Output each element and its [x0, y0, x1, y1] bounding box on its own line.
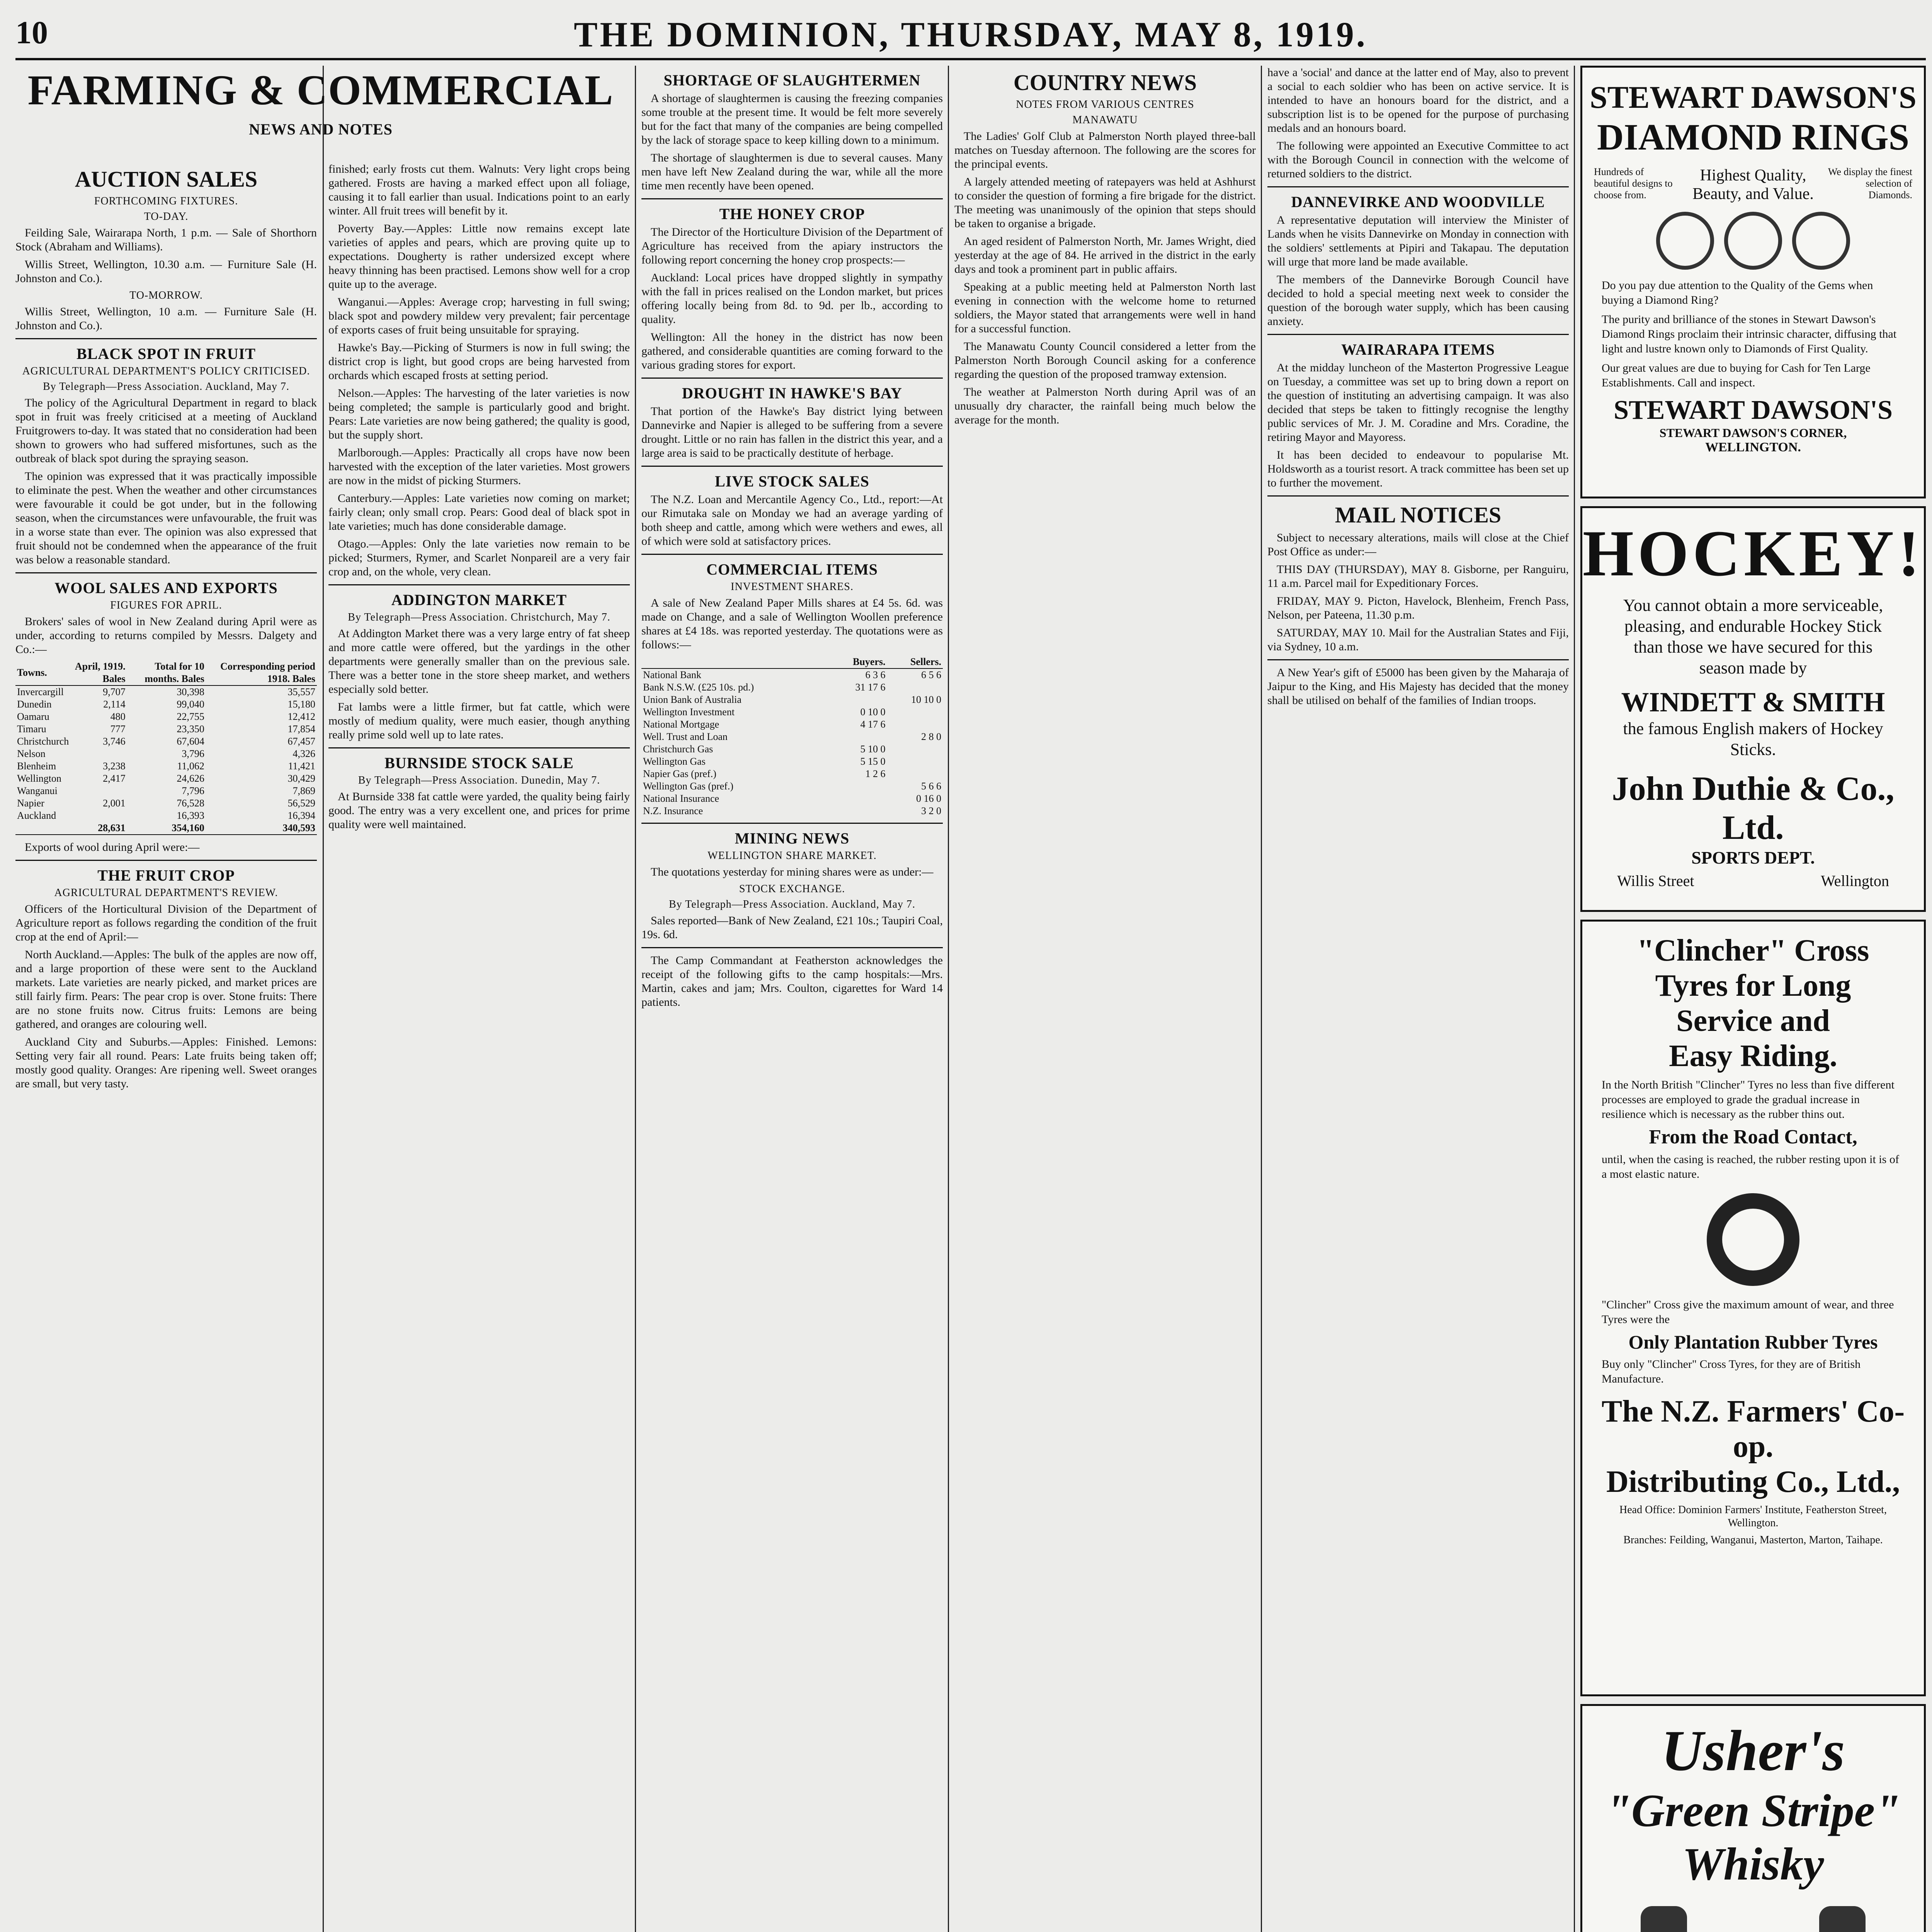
addington-heading: ADDINGTON MARKET — [391, 591, 567, 609]
article-paragraph: The quotations yesterday for mining shares were as under:— — [651, 866, 934, 878]
article-paragraph: Fat lambs were a little firmer, but fat cattle, which were mostly of medium quality, were much easier, though anything really prime sold well up to late rates. — [328, 701, 630, 741]
table-total-row — [15, 822, 317, 835]
column-rule — [323, 66, 324, 1932]
table-cell: Christchurch Gas — [643, 743, 713, 755]
table-cell — [887, 706, 943, 718]
table-cell: 56,529 — [287, 798, 315, 809]
ad-footer: STEWART DAWSON'S — [1614, 395, 1893, 425]
manawatu-heading: MANAWATU — [1072, 114, 1138, 126]
table-cell: 35,557 — [287, 686, 315, 697]
ad-title: Tyres for Long — [1655, 969, 1851, 1003]
article-paragraph: Nelson.—Apples: The harvesting of the later varieties is now being completed; the sample is particularly good and bright. Pears: Late varieties are now being gathered; the quality is good, but the supply short. — [328, 387, 630, 441]
article-paragraph: finished; early frosts cut them. Walnuts: Very light crops being gathered. Frosts are having a marked effect upon all foliage, causing it to fall earlier than usual. Indications point to an early winter. All fruit trees will benefit by it. — [328, 163, 630, 217]
burnside-heading: BURNSIDE STOCK SALE — [384, 754, 574, 772]
wool-heading: WOOL SALES AND EXPORTS — [54, 579, 278, 597]
table-cell: 9,707 — [103, 686, 126, 697]
table-cell — [828, 805, 887, 817]
ad-product-name: "Green Stripe" — [1605, 1785, 1901, 1836]
article-paragraph: A New Year's gift of £5000 has been given by the Maharaja of Jaipur to the King, and His Majesty has decided that the money shall be utilised on behalf of the families of Indian troops. — [1267, 666, 1569, 707]
column-rule — [635, 66, 636, 1932]
ad-paragraph: Do you pay due attention to the Quality of the Gems when buying a Diamond Ring? — [1602, 279, 1873, 306]
article-paragraph: Hawke's Bay.—Picking of Sturmers is now in full swing; the district crop is light, but good crops are being harvested from orchards which escaped frosts at setting period. — [328, 341, 630, 382]
column-2 — [328, 162, 630, 1932]
table-cell: 76,528 — [177, 798, 204, 809]
hockey-ad — [1580, 506, 1926, 912]
ad-paragraph: "Clincher" Cross give the maximum amount of wear, and three Tyres were the — [1602, 1298, 1894, 1326]
table-header-cell: Towns. — [15, 660, 70, 685]
table-row — [641, 731, 943, 743]
article-paragraph: Sales reported—Bank of New Zealand, £21 10s.; Taupiri Coal, 19s. 6d. — [641, 914, 943, 941]
whisky-bottle-icon — [1819, 1906, 1866, 1932]
livestock-heading: LIVE STOCK SALES — [715, 473, 869, 490]
divider — [641, 466, 943, 467]
table-header-cell: Buyers. — [828, 656, 887, 668]
table-cell — [70, 810, 127, 822]
divider — [328, 584, 630, 585]
table-cell — [70, 748, 127, 760]
table-cell: 11,062 — [177, 760, 204, 772]
table-cell: 2 8 0 — [921, 731, 941, 742]
table-row — [641, 706, 943, 718]
ad-title: DIAMOND RINGS — [1597, 116, 1910, 158]
diamond-ring-icon — [1724, 212, 1782, 270]
table-cell: 16,393 — [177, 810, 204, 821]
table-cell — [887, 718, 943, 731]
article-paragraph: The Ladies' Golf Club at Palmerston North played three-ball matches on Tuesday afternoon. The following are the scores for the principal events. — [954, 130, 1256, 170]
table-cell: 16,394 — [287, 810, 315, 821]
article-paragraph: Willis Street, Wellington, 10 a.m. — Furniture Sale (H. Johnston and Co.). — [15, 305, 317, 332]
table-cell: 23,350 — [177, 723, 204, 735]
table-cell: National Bank — [643, 669, 701, 680]
section-title: FARMING & COMMERCIAL — [27, 66, 614, 114]
divider — [641, 378, 943, 379]
article-paragraph: Auckland: Local prices have dropped slightly in sympathy with the fall in prices realised on the London market, but prices offering locally being from 8d. to 9d. per lb., according to quality. — [641, 271, 943, 326]
table-row — [15, 723, 317, 735]
table-cell: Wanganui — [17, 785, 58, 796]
article-paragraph: Otago.—Apples: Only the late varieties now remain to be picked; Sturmers, Rymer, and Scarlet Nonpareil are a very fair crop and, on the whole, very clean. — [328, 537, 630, 578]
commercial-heading: COMMERCIAL ITEMS — [706, 561, 878, 578]
auction-heading: AUCTION SALES — [75, 167, 258, 192]
article-paragraph: A largely attended meeting of ratepayers was held at Ashhurst to consider the question of forming a fire brigade for the district. The meeting was unanimously of the opinion that steps should be taken to organise a brigade. — [954, 175, 1256, 230]
table-cell: 0 16 0 — [916, 793, 941, 804]
fruit-subheading: AGRICULTURAL DEPARTMENT'S REVIEW. — [54, 887, 278, 899]
ad-paragraph: In the North British "Clincher" Tyres no less than five different processes are employed to grade the gradual increase in resilience which is necessary as the rubber thins out. — [1602, 1078, 1895, 1121]
table-cell: 99,040 — [177, 699, 204, 710]
table-row — [641, 694, 943, 706]
header-rule — [15, 58, 1926, 60]
ad-address-row — [1582, 872, 1924, 890]
ring-illustration-row — [1582, 212, 1924, 270]
ad-body — [1582, 278, 1924, 390]
table-cell: Christchurch — [17, 736, 69, 747]
table-cell: 12,412 — [287, 711, 315, 722]
table-header-cell: Total for 10 months. Bales — [127, 660, 206, 685]
table-cell: 3,746 — [103, 736, 126, 747]
ad-company: The N.Z. Farmers' Co-op. — [1601, 1395, 1905, 1464]
article-paragraph: An aged resident of Palmerston North, Mr. James Wright, died yesterday at the age of 84. He arrived in the district in the early days and took a prominent part in public affairs. — [954, 235, 1256, 276]
table-cell: N.Z. Insurance — [643, 805, 703, 816]
table-cell — [70, 785, 127, 797]
ad-dept: SPORTS DEPT. — [1691, 848, 1815, 867]
column-rule — [1261, 66, 1262, 1932]
table-row — [641, 743, 943, 755]
table-row — [15, 797, 317, 810]
article-paragraph: North Auckland.—Apples: The bulk of the apples are now off, and a large proportion of these were sent to the Auckland markets. Late varieties are nearly picked, and market prices are still fairly firm. Pears: The pear crop is over. Stone fruits: There are no stone fruits now. Citrus fruits: Lemons are being gathered, and oranges are colouring well. — [15, 948, 317, 1031]
black-spot-heading: BLACK SPOT IN FRUIT — [77, 345, 256, 362]
article-paragraph: Feilding Sale, Wairarapa North, 1 p.m. — Sale of Shorthorn Stock (Abraham and Williams). — [15, 226, 317, 253]
article-paragraph: Exports of wool during April were:— — [25, 841, 200, 854]
article-paragraph: It has been decided to endeavour to popularise Mt. Holdsworth as a tourist resort. A track committee has been set up to further the movement. — [1267, 449, 1569, 489]
ad-title: "Clincher" Cross — [1637, 934, 1869, 968]
column-5 — [1267, 66, 1569, 1932]
table-cell: 17,854 — [287, 723, 315, 735]
divider — [641, 947, 943, 948]
divider — [15, 338, 317, 339]
table-cell — [828, 780, 887, 793]
table-cell: Wellington — [17, 773, 61, 784]
article-paragraph: A shortage of slaughtermen is causing the freezing companies some trouble at the present time. It would be felt more severely but for the fact that many of the companies are being compelled by the lack of storage space to keep killing down to a minimum. — [641, 92, 943, 146]
table-cell: Wellington Investment — [643, 706, 735, 718]
article-paragraph: The Camp Commandant at Featherston acknowledges the receipt of the following gifts to the camp hospitals:—Mrs. Martin, cakes and jam; Mrs. Coulton, cigarettes for Ward 14 patients. — [641, 954, 943, 1009]
ad-address: Head Office: Dominion Farmers' Institute, Featherston Street, Wellington. — [1619, 1504, 1887, 1529]
article-paragraph: At the midday luncheon of the Masterton Progressive League on Tuesday, a committee was set up to bring down a report on the question of instituting an advertising campaign. It was also decided that steps be taken to fittingly recognise the lengthy public services of Mr. J. M. Coradine and Mrs. Coradine, the retiring Mayor and Mayoress. — [1267, 361, 1569, 444]
article-paragraph: At Burnside 338 fat cattle were yarded, the quality being fairly good. The entry was a very excellent one, and prices for prime quality were well maintained. — [328, 790, 630, 831]
table-cell: 354,160 — [127, 822, 206, 835]
section-subtitle: NEWS AND NOTES — [249, 121, 393, 138]
table-cell: 777 — [110, 723, 126, 735]
ad-tagline: Highest Quality, — [1700, 167, 1806, 184]
table-cell: 5 10 0 — [860, 743, 886, 755]
divider — [15, 860, 317, 861]
dateline: By Telegraph—Press Association. Auckland, May 7. — [43, 381, 290, 393]
table-cell: 1 2 6 — [865, 768, 886, 779]
table-cell — [887, 743, 943, 755]
country-news-heading: COUNTRY NEWS — [1013, 70, 1197, 95]
country-news-subheading: NOTES FROM VARIOUS CENTRES — [1016, 99, 1194, 111]
table-cell: 10 10 0 — [911, 694, 941, 705]
ad-branches: Branches: Feilding, Wanganui, Masterton, Marton, Taihape. — [1623, 1534, 1883, 1546]
diamond-ring-icon — [1656, 212, 1714, 270]
ad-title: Easy Riding. — [1669, 1039, 1837, 1073]
table-cell: 28,631 — [70, 822, 127, 835]
divider — [1267, 495, 1569, 497]
article-paragraph: The N.Z. Loan and Mercantile Agency Co., Ltd., report:—At our Rimutaka sale on Monday we had an average yarding of both sheep and cattle, among which were wethers and ewes, all of which were sold at satisfactory prices. — [641, 493, 943, 548]
divider — [641, 198, 943, 199]
article-paragraph: Wellington: All the honey in the district has now been gathered, and considerable quantities are coming forward to the various grading stores for export. — [641, 331, 943, 371]
table-cell: 6 5 6 — [921, 669, 941, 680]
table-row — [15, 760, 317, 772]
ad-footer: STEWART DAWSON'S CORNER, — [1659, 426, 1847, 440]
page-header — [15, 12, 1926, 58]
article-paragraph: Willis Street, Wellington, 10.30 a.m. — Furniture Sale (H. Johnston and Co.). — [15, 258, 317, 285]
table-cell: Well. Trust and Loan — [643, 731, 728, 742]
ad-seller: John Duthie & Co., Ltd. — [1612, 770, 1895, 847]
ad-footer: WELLINGTON. — [1705, 440, 1801, 454]
stewart-dawson-ad — [1580, 66, 1926, 498]
ad-paragraph: From the Road Contact, — [1649, 1126, 1857, 1148]
article-paragraph: Marlborough.—Apples: Practically all crops have now been harvested with the exception of the later varieties. Most growers are now in the midst of picking Sturmers. — [328, 446, 630, 487]
article-paragraph: The Manawatu County Council considered a letter from the Palmerston North Borough Council asking for a conference regarding the question of the proposed tramway extension. — [954, 340, 1256, 381]
table-header-cell: Corresponding period 1918. Bales — [206, 660, 317, 685]
table-cell — [828, 694, 887, 706]
table-cell: 11,421 — [288, 760, 315, 772]
divider — [15, 572, 317, 573]
table-cell — [887, 768, 943, 780]
drought-heading: DROUGHT IN HAWKE'S BAY — [682, 384, 902, 402]
article-paragraph: Auckland City and Suburbs.—Apples: Finished. Lemons: Setting very fair all round. Pears: Late fruits being taken off; mostly good quality. Oranges: Are ripening well. Sweet oranges are small, but very tasty. — [15, 1036, 317, 1090]
article-paragraph: FRIDAY, MAY 9. Picton, Havelock, Blenheim, French Pass, Nelson, per Pateena, 11.30 p.m. — [1267, 595, 1569, 621]
table-cell — [15, 822, 70, 835]
table-row — [641, 755, 943, 768]
table-cell: 7,869 — [293, 785, 315, 796]
table-cell: Timaru — [17, 723, 46, 735]
ushers-whisky-ad — [1580, 1704, 1926, 1932]
dateline: By Telegraph—Press Association. Dunedin, May 7. — [358, 774, 600, 786]
slaughtermen-heading: SHORTAGE OF SLAUGHTERMEN — [663, 71, 921, 89]
article-paragraph: Subject to necessary alterations, mails will close at the Chief Post Office as under:— — [1267, 531, 1569, 558]
article-paragraph: Canterbury.—Apples: Late varieties now coming on market; fairly clean; only small crop. Pears: Good deal of black spot in late varieties; much has done considerable damage. — [328, 492, 630, 532]
ad-tagline: Beauty, and Value. — [1692, 185, 1814, 203]
wool-subheading: FIGURES FOR APRIL. — [110, 599, 222, 611]
article-paragraph: have a 'social' and dance at the latter end of May, also to prevent a social to each soldier who has been on active service. It is intended to have an honours board for the district, and a subscription list is to be opened for the purpose of purchasing medals and an honours board. — [1267, 66, 1569, 134]
table-cell: Wellington Gas (pref.) — [643, 781, 733, 792]
article-paragraph: The shortage of slaughtermen is due to several causes. Many men have left New Zealand during the war, while all the more time men recently have been opened. — [641, 151, 943, 192]
table-cell: Oamaru — [17, 711, 49, 722]
ad-title: Service and — [1676, 1004, 1830, 1038]
table-cell: 2,417 — [103, 773, 126, 784]
investment-subheading: INVESTMENT SHARES. — [731, 581, 854, 593]
ad-paragraph: Our great values are due to buying for Cash for Ten Large Establishments. Call and inspect. — [1602, 362, 1871, 389]
table-row — [641, 805, 943, 817]
wool-table — [15, 660, 317, 835]
article-paragraph: The policy of the Agricultural Department in regard to black spot in fruit was freely criticised at a meeting of Auckland Fruitgrowers to-day. It was stated that no consideration had been shown to growers who had suffered misfortunes, such as the outbreak of black spot during the spraying season. — [15, 396, 317, 465]
ad-brand: Usher's — [1661, 1719, 1845, 1783]
ad-paragraph: the famous English makers of Hockey Sticks. — [1623, 719, 1883, 759]
table-cell: 4,326 — [293, 748, 315, 759]
article-paragraph: The opinion was expressed that it was practically impossible to eliminate the pest. When the weather and other circumstances were favourable it could be got under, but in the following season, when the circumstances were unfavourable, the fruit was in a worse state than ever. The opinion was also expressed that fruit should not be condemned when the appearance of the fruit was below a reasonable standard. — [15, 470, 317, 566]
table-cell: 30,398 — [177, 686, 204, 697]
table-cell: 480 — [110, 711, 126, 722]
table-row — [15, 685, 317, 698]
column-rule — [948, 66, 949, 1932]
table-row — [15, 772, 317, 785]
ad-tagline-center — [1692, 166, 1814, 203]
ad-paragraph: The purity and brilliance of the stones in Stewart Dawson's Diamond Rings proclaim their intrinsic character, diffusing that light and lustre known only to Diamonds of First Quality. — [1602, 313, 1897, 355]
table-cell: 2,001 — [103, 798, 126, 809]
article-paragraph: A representative deputation will interview the Minister of Lands when he visits Dannevirke on Monday in connection with the soldiers' settlements at Pipiri and Takapau. The deputation will urge that more land be made available. — [1267, 214, 1569, 268]
table-row — [15, 698, 317, 711]
table-cell: 24,626 — [177, 773, 204, 784]
table-cell: 6 3 6 — [865, 669, 886, 680]
table-cell: 3 2 0 — [921, 805, 941, 816]
table-cell: 31 17 6 — [855, 682, 886, 693]
article-paragraph: The weather at Palmerston North during April was of an unusually dry character, the rainfall being much below the average for the month. — [954, 386, 1256, 426]
table-cell — [828, 793, 887, 805]
ad-tagline: Hundreds of beautiful designs to choose from. — [1594, 166, 1673, 201]
table-row — [641, 668, 943, 681]
divider — [1267, 334, 1569, 335]
divider — [1267, 186, 1569, 187]
diamond-ring-icon — [1792, 212, 1850, 270]
table-row — [15, 785, 317, 797]
article-paragraph: At Addington Market there was a very large entry of fat sheep and more cattle were offered, but the yardings in the other departments were generally smaller than on the previous sale. There was a better tone in the store sheep market, and wethers especially sold better. — [328, 627, 630, 696]
table-header-cell: Sellers. — [887, 656, 943, 668]
table-cell: 4 17 6 — [860, 719, 886, 730]
table-cell: Union Bank of Australia — [643, 694, 742, 705]
article-paragraph: Brokers' sales of wool in New Zealand during April were as under, according to returns compiled by Messrs. Dalgety and Co.:— — [15, 615, 317, 656]
today-label: TO-DAY. — [144, 211, 189, 223]
table-cell: Bank N.S.W. (£25 10s. pd.) — [643, 682, 754, 693]
ad-title: STEWART DAWSON'S — [1590, 80, 1917, 115]
table-cell: 5 6 6 — [921, 781, 941, 792]
table-cell — [828, 731, 887, 743]
article-paragraph: The following were appointed an Executive Committee to act with the Borough Council in connection with the welcome of returned soldiers to the district. — [1267, 139, 1569, 180]
table-header-row — [641, 656, 943, 668]
article-paragraph: The members of the Dannevirke Borough Council have decided to hold a special meeting next week to consider the question of the borough water supply, which has been causing anxiety. — [1267, 273, 1569, 328]
table-cell: 340,593 — [206, 822, 317, 835]
table-cell: Auckland — [17, 810, 56, 821]
bottle-row — [1582, 1902, 1924, 1932]
table-row — [641, 681, 943, 694]
table-cell: Napier Gas (pref.) — [643, 768, 716, 779]
table-cell: 2,114 — [103, 699, 126, 710]
ad-company: Distributing Co., Ltd., — [1606, 1465, 1900, 1499]
table-cell: Nelson — [17, 748, 46, 759]
ad-column — [1580, 66, 1926, 1932]
table-cell: 3,796 — [182, 748, 204, 759]
ad-street: Willis Street — [1617, 872, 1694, 889]
column-4 — [954, 66, 1256, 1932]
table-cell: 0 10 0 — [860, 706, 886, 718]
stock-exchange-heading: STOCK EXCHANGE. — [739, 883, 845, 895]
ad-paragraph: Only Plantation Rubber Tyres — [1628, 1331, 1878, 1353]
table-row — [641, 768, 943, 780]
wairarapa-heading: WAIRARAPA ITEMS — [1341, 341, 1495, 358]
table-header-cell — [641, 656, 828, 668]
table-row — [15, 735, 317, 748]
article-paragraph: SATURDAY, MAY 10. Mail for the Australian States and Fiji, via Sydney, 10 a.m. — [1267, 626, 1569, 653]
table-cell: 3,238 — [103, 760, 126, 772]
table-cell: Napier — [17, 798, 44, 809]
table-row — [641, 780, 943, 793]
table-cell: 67,604 — [177, 736, 204, 747]
table-row — [641, 793, 943, 805]
table-row — [15, 711, 317, 723]
dateline: By Telegraph—Press Association. Auckland, May 7. — [668, 898, 916, 910]
fruit-heading: THE FRUIT CROP — [97, 867, 235, 884]
article-paragraph: That portion of the Hawke's Bay district lying between Dannevirke and Napier is alleged to be suffering from a severe drought. Little or no rain has fallen in the district this year, and a large area is said to be practically destitute of herbage. — [641, 405, 943, 459]
table-cell — [887, 681, 943, 694]
black-spot-subheading: AGRICULTURAL DEPARTMENT'S POLICY CRITICISED. — [22, 365, 310, 377]
mining-heading: MINING NEWS — [735, 830, 850, 847]
table-cell: 5 15 0 — [860, 756, 886, 767]
table-cell: 7,796 — [182, 785, 204, 796]
table-cell — [887, 755, 943, 768]
table-header-cell: April, 1919. Bales — [70, 660, 127, 685]
table-cell: Wellington Gas — [643, 756, 706, 767]
article-paragraph: The Director of the Horticulture Division of the Department of Agriculture has received from the apiary instructors the following report concerning the honey crop prospects:— — [641, 226, 943, 266]
column-1 — [15, 162, 317, 1932]
table-cell: 22,755 — [177, 711, 204, 722]
article-paragraph: Poverty Bay.—Apples: Little now remains except late varieties of apples and pears, which are proving quite up to expectations. Dougherty is rather undersized except where heavy thinning has been practised. Lemons show well for a crop quite up to the average. — [328, 222, 630, 291]
page-number: 10 — [15, 15, 48, 51]
table-cell: Blenheim — [17, 760, 56, 772]
dannevirke-heading: DANNEVIRKE AND WOODVILLE — [1291, 193, 1545, 211]
divider — [328, 747, 630, 748]
column-3 — [641, 66, 943, 1932]
table-row — [15, 748, 317, 760]
table-cell: National Insurance — [643, 793, 719, 804]
table-cell: 67,457 — [287, 736, 315, 747]
divider — [1267, 659, 1569, 660]
auction-subheading: FORTHCOMING FIXTURES. — [94, 195, 238, 207]
table-cell: Invercargill — [17, 686, 64, 697]
table-cell: National Mortgage — [643, 719, 719, 730]
article-paragraph: Officers of the Horticultural Division of the Department of Agriculture report as follows regarding the condition of the fruit crop at the end of April:— — [15, 903, 317, 943]
table-row — [15, 810, 317, 822]
tomorrow-label: TO-MORROW. — [129, 289, 203, 301]
ad-tagline: We display the finest selection of Diamonds. — [1828, 166, 1912, 201]
divider — [641, 823, 943, 824]
ad-maker: WINDETT & SMITH — [1621, 687, 1885, 718]
ad-paragraph: You cannot obtain a more serviceable, pleasing, and endurable Hockey Stick than those we have secured for this season made by — [1623, 596, 1883, 677]
whisky-bottle-icon — [1641, 1906, 1687, 1932]
ad-title: HOCKEY! — [1582, 517, 1924, 590]
dateline: By Telegraph—Press Association. Christchurch, May 7. — [348, 611, 611, 623]
ad-tagline-row — [1582, 166, 1924, 203]
ad-product-kind: Whisky — [1682, 1838, 1824, 1889]
column-rule — [1574, 66, 1575, 1932]
article-paragraph: A sale of New Zealand Paper Mills shares at £4 5s. 6d. was made on Change, and a sale of Wellington Woollen preference shares at £4 18s. was reported yesterday. The quotations were as follows:— — [641, 597, 943, 651]
table-header-row — [15, 660, 317, 685]
table-cell: Dunedin — [17, 699, 52, 710]
ad-paragraph: Buy only "Clincher" Cross Tyres, for they are of British Manufacture. — [1602, 1358, 1861, 1385]
table-cell: 30,429 — [287, 773, 315, 784]
article-paragraph: Speaking at a public meeting held at Palmerston North last evening in connection with the welcome home to returned soldiers, the Mayor stated that arrangements were well in hand for a successful function. — [954, 281, 1256, 335]
divider — [641, 554, 943, 555]
masthead: THE DOMINION, THURSDAY, MAY 8, 1919. — [574, 15, 1367, 54]
article-paragraph: Wanganui.—Apples: Average crop; harvesting in full swing; black spot and powdery mildew very prevalent; fair percentage of exports cases of fruit being unsuitable for spraying. — [328, 296, 630, 336]
table-cell: 15,180 — [287, 699, 315, 710]
table-row — [641, 718, 943, 731]
tyre-icon — [1707, 1193, 1799, 1286]
share-table — [641, 656, 943, 817]
mail-heading: MAIL NOTICES — [1335, 502, 1502, 527]
honey-heading: THE HONEY CROP — [719, 205, 865, 223]
ad-paragraph: until, when the casing is reached, the rubber resting upon it is of a most elastic nature. — [1602, 1153, 1899, 1180]
mining-subheading: WELLINGTON SHARE MARKET. — [707, 850, 877, 862]
article-paragraph: THIS DAY (THURSDAY), MAY 8. Gisborne, per Ranguiru, 11 a.m. Parcel mail for Expeditionary Forces. — [1267, 563, 1569, 590]
ad-city: Wellington — [1821, 872, 1889, 889]
clincher-tyres-ad — [1580, 920, 1926, 1696]
